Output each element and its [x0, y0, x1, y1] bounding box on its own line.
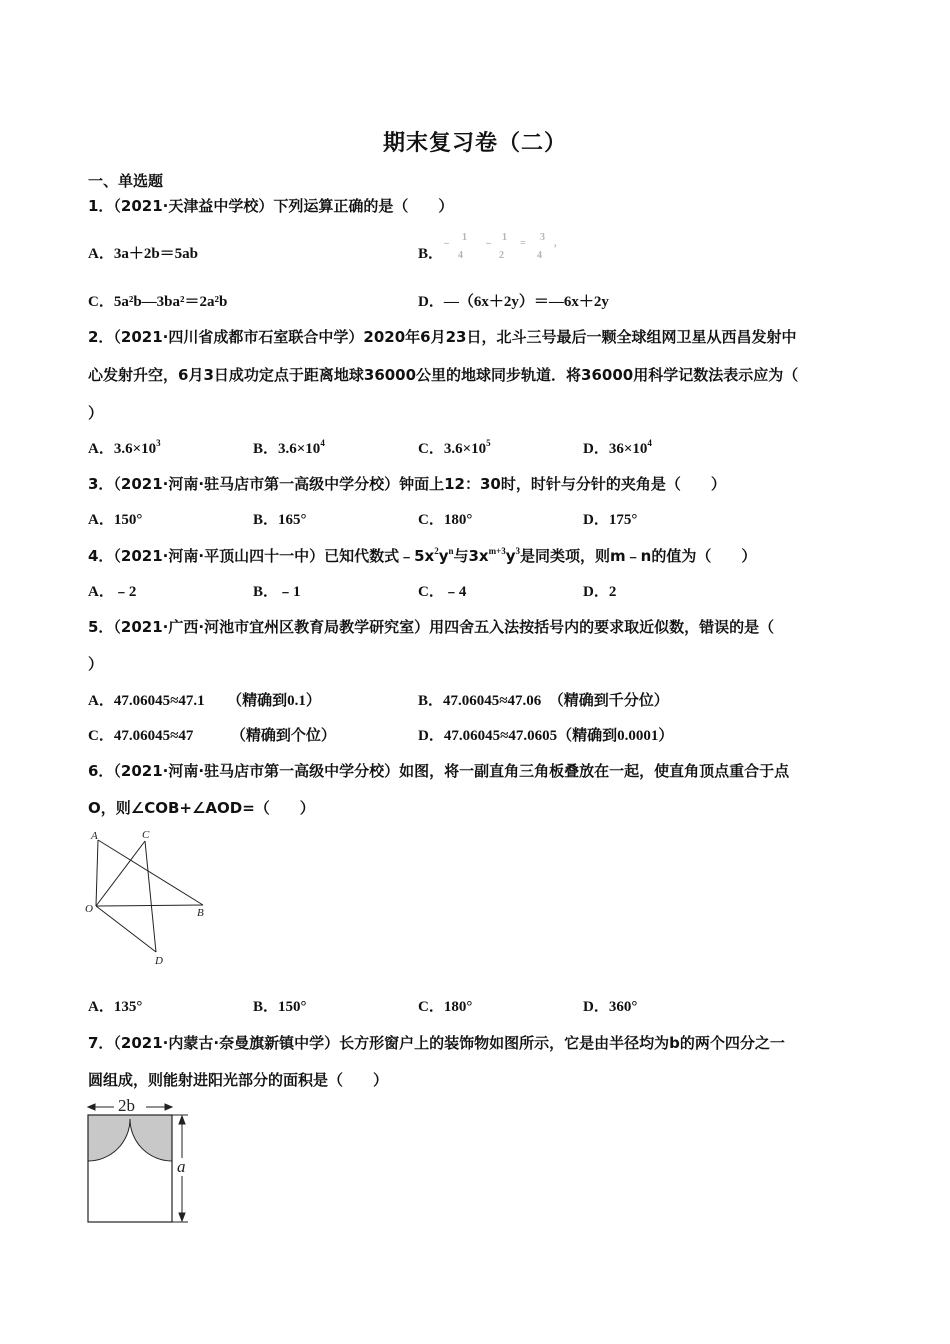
- question-5-line-2: ）: [88, 655, 104, 673]
- line-oa: [96, 840, 98, 906]
- question-5-option-d: D．47.06045≈47.0605（精确到0.0001）: [418, 728, 674, 744]
- label-c: C: [142, 829, 150, 841]
- question-4-option-a: A．﹣2: [88, 584, 137, 600]
- svg-text:–: –: [444, 238, 449, 249]
- question-3-option-c: C．180°: [418, 512, 473, 528]
- question-5-option-c: C．47.06045≈47 （精确到个位）: [88, 728, 336, 744]
- svg-text:1: 1: [502, 232, 507, 243]
- svg-text:=: =: [520, 238, 526, 249]
- question-1-option-c: C．5a²b—3ba²＝2a²b: [88, 294, 228, 310]
- line-od: [96, 906, 156, 952]
- svg-text:4: 4: [537, 250, 542, 261]
- label-o: O: [85, 903, 93, 915]
- question-1-option-b: [418, 232, 557, 263]
- label-a: A: [91, 830, 98, 842]
- width-arrow-right: [165, 1104, 172, 1110]
- height-arrow-bottom: [179, 1213, 185, 1221]
- svg-text:3: 3: [540, 232, 545, 243]
- question-6-option-b: B．150°: [253, 999, 307, 1015]
- question-4-option-c: C．﹣4: [418, 584, 467, 600]
- question-6-line-1: 6．（2021·河南·驻马店市第一高级中学分校）如图，将一副直角三角板叠放在一起，使直角顶点重合于点: [88, 762, 790, 780]
- height-label: a: [177, 1157, 186, 1176]
- question-2-line-3: ）: [88, 404, 104, 422]
- width-label: 2b: [118, 1096, 135, 1115]
- label-b: B: [197, 907, 204, 919]
- option-b-faded-fractions: [442, 230, 572, 264]
- window-figure: [84, 1094, 196, 1230]
- question-2-option-b: B．$3.6\times 10^4$: [253, 438, 325, 457]
- question-1-option-a: A．3a＋2b＝5ab: [88, 246, 199, 262]
- question-5-option-a: A．47.06045≈47.1 （精确到0.1）: [88, 693, 321, 709]
- triangle-figure: [84, 824, 214, 968]
- question-6-option-d: D．360°: [583, 999, 638, 1015]
- question-4-stem: 4．（2021·河南·平顶山四十一中）已知代数式$﹣5x^2y^n$与$3x^{m+3}y^3$是同类项，则m﹣n的值为（ ）: [88, 546, 757, 565]
- question-6-line-2: O，则∠COB+∠AOD=（ ）: [88, 799, 315, 817]
- line-cd: [145, 841, 156, 952]
- question-3-stem: 3．（2021·河南·驻马店市第一高级中学分校）钟面上12：30时，时针与分针的夹角是（ ）: [88, 475, 726, 493]
- question-3-option-a: A．150°: [88, 512, 143, 528]
- question-7-line-2: 圆组成，则能射进阳光部分的面积是（ ）: [88, 1071, 389, 1089]
- shaded-decoration: [88, 1115, 172, 1161]
- question-5-option-b: B．47.06045≈47.06 （精确到千分位）: [418, 693, 669, 709]
- svg-text:1: 1: [462, 232, 467, 243]
- question-2-option-c: C．$3.6\times 10^5$: [418, 438, 491, 457]
- question-2-option-d: D．$36\times 10^4$: [583, 438, 652, 457]
- question-2-line-1: 2．（2021·四川省成都市石室联合中学）2020年6月23日，北斗三号最后一颗全球组网卫星从西昌发射中: [88, 328, 797, 346]
- height-arrow-top: [179, 1116, 185, 1124]
- svg-text:4: 4: [458, 250, 463, 261]
- question-4-option-b: B．﹣1: [253, 584, 301, 600]
- page-title: 期末复习卷（二）: [382, 131, 567, 156]
- question-6-option-c: C．180°: [418, 999, 473, 1015]
- question-2-line-2: 心发射升空，6月3日成功定点于距离地球36000公里的地球同步轨道．将36000用科学记数法表示应为（: [88, 366, 799, 384]
- option-b-label: B．: [418, 246, 444, 262]
- line-ob: [96, 905, 203, 906]
- section-heading: 一、单选题: [88, 172, 164, 190]
- question-1-option-d: D．—（6x＋2y）＝—6x＋2y: [418, 294, 609, 310]
- question-5-line-1: 5．（2021·广西·河池市宜州区教育局教学研究室）用四舍五入法按括号内的要求取近似数，错误的是（: [88, 618, 775, 636]
- question-3-option-b: B．165°: [253, 512, 307, 528]
- question-7-line-1: 7．（2021·内蒙古·奈曼旗新镇中学）长方形窗户上的装饰物如图所示，它是由半径均为b的两个四分之一: [88, 1034, 785, 1052]
- question-1-stem: 1．（2021·天津益中学校）下列运算正确的是（ ）: [88, 197, 454, 215]
- svg-text:,: ,: [554, 238, 557, 249]
- question-4-option-d: D．2: [583, 584, 617, 600]
- line-oc: [96, 841, 145, 906]
- question-2-option-a: A．$3.6\times 10^3$: [88, 438, 161, 457]
- width-arrow-left: [88, 1104, 95, 1110]
- label-d: D: [155, 955, 163, 967]
- svg-text:2: 2: [499, 250, 504, 261]
- question-3-option-d: D．175°: [583, 512, 638, 528]
- svg-text:–: –: [486, 238, 491, 249]
- question-6-option-a: A．135°: [88, 999, 143, 1015]
